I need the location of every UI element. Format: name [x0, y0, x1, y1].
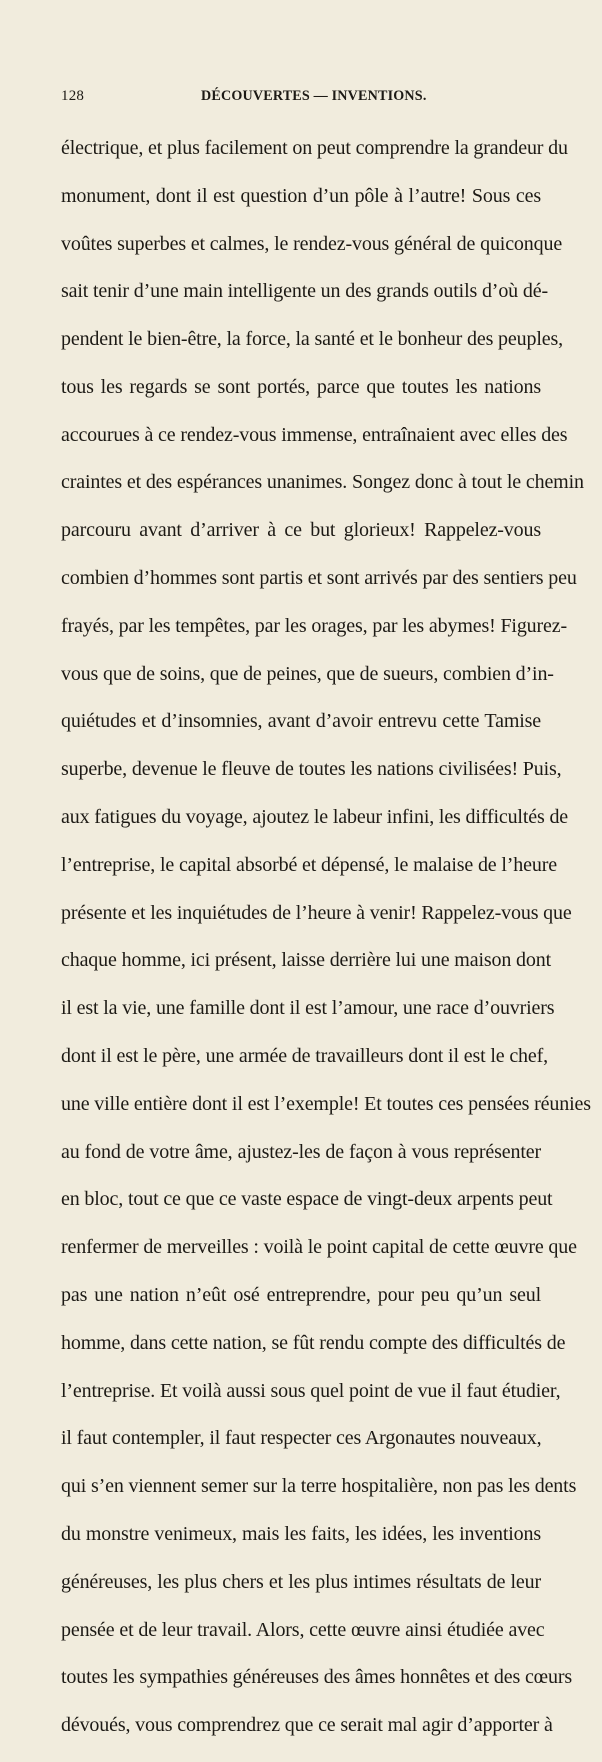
text-line: électrique, et plus facilement on peut comprendre la grandeur du	[61, 136, 568, 159]
text-line: l’entreprise, le capital absorbé et dépensé, le malaise de l’heure	[61, 853, 557, 876]
text-line: chaque homme, ici présent, laisse derrière lui une maison dont	[61, 949, 551, 972]
text-line: sait tenir d’une main intelligente un des grands outils d’où dé-	[61, 280, 548, 303]
text-line: toutes les sympathies généreuses des âmes honnêtes et des cœurs	[61, 1666, 572, 1689]
text-line: dévoués, vous comprendrez que ce serait mal agir d’apporter à	[61, 1714, 553, 1737]
text-line: il est la vie, une famille dont il est l’amour, une race d’ouvriers	[61, 997, 555, 1020]
text-line: du monstre venimeux, mais les faits, les idées, les inventions	[61, 1523, 541, 1546]
text-line: monument, dont il est question d’un pôle à l’autre! Sous ces	[61, 184, 541, 207]
text-line: qui s’en viennent semer sur la terre hospitalière, non pas les dents	[61, 1475, 577, 1498]
text-line: accourues à ce rendez-vous immense, entraînaient avec elles des	[61, 423, 568, 446]
text-line: combien d’hommes sont partis et sont arrivés par des sentiers peu	[61, 567, 577, 590]
text-line: aux fatigues du voyage, ajoutez le labeur infini, les difficultés de	[61, 806, 569, 829]
text-line: au fond de votre âme, ajustez-les de façon à vous représenter	[61, 1140, 541, 1163]
text-line: l’entreprise. Et voilà aussi sous quel point de vue il faut étudier,	[61, 1379, 561, 1402]
running-title: DÉCOUVERTES — INVENTIONS.	[201, 88, 427, 104]
text-line: présente et les inquiétudes de l’heure à venir! Rappelez-vous que	[61, 901, 572, 924]
text-line: superbe, devenue le fleuve de toutes les nations civilisées! Puis,	[61, 758, 562, 781]
text-line: une ville entière dont il est l’exemple! Et toutes ces pensées réunies	[61, 1092, 591, 1115]
text-line: pas une nation n’eût osé entreprendre, pour peu qu’un seul	[61, 1284, 541, 1307]
text-line: homme, dans cette nation, se fût rendu compte des difficultés de	[61, 1331, 566, 1354]
text-line: en bloc, tout ce que ce vaste espace de vingt-deux arpents peut	[61, 1188, 553, 1211]
text-line: tous les regards se sont portés, parce que toutes les nations	[61, 375, 541, 398]
text-line: frayés, par les tempêtes, par les orages, par les abymes! Figurez-	[61, 614, 568, 637]
text-line: généreuses, les plus chers et les plus intimes résultats de leur	[61, 1570, 541, 1593]
text-line: quiétudes et d’insomnies, avant d’avoir entrevu cette Tamise	[61, 710, 541, 733]
text-line: pendent le bien-être, la force, la santé et le bonheur des peuples,	[61, 328, 563, 351]
body-text	[61, 113, 591, 1762]
page-number: 128	[61, 88, 85, 104]
text-line: parcouru avant d’arriver à ce but glorieux! Rappelez-vous	[61, 519, 541, 542]
text-line: dont il est le père, une armée de travailleurs dont il est le chef,	[61, 1045, 548, 1068]
text-line: craintes et des espérances unanimes. Songez donc à tout le chemin	[61, 471, 584, 494]
text-line: renfermer de merveilles : voilà le point capital de cette œuvre que	[61, 1236, 577, 1259]
text-line: il faut contempler, il faut respecter ces Argonautes nouveaux,	[61, 1427, 542, 1450]
text-line: pensée et de leur travail. Alors, cette œuvre ainsi étudiée avec	[61, 1618, 545, 1641]
text-line: vous que de soins, que de peines, que de sueurs, combien d’in-	[61, 662, 554, 685]
text-line: voûtes superbes et calmes, le rendez-vous général de quiconque	[61, 232, 563, 255]
page-header	[61, 88, 541, 108]
